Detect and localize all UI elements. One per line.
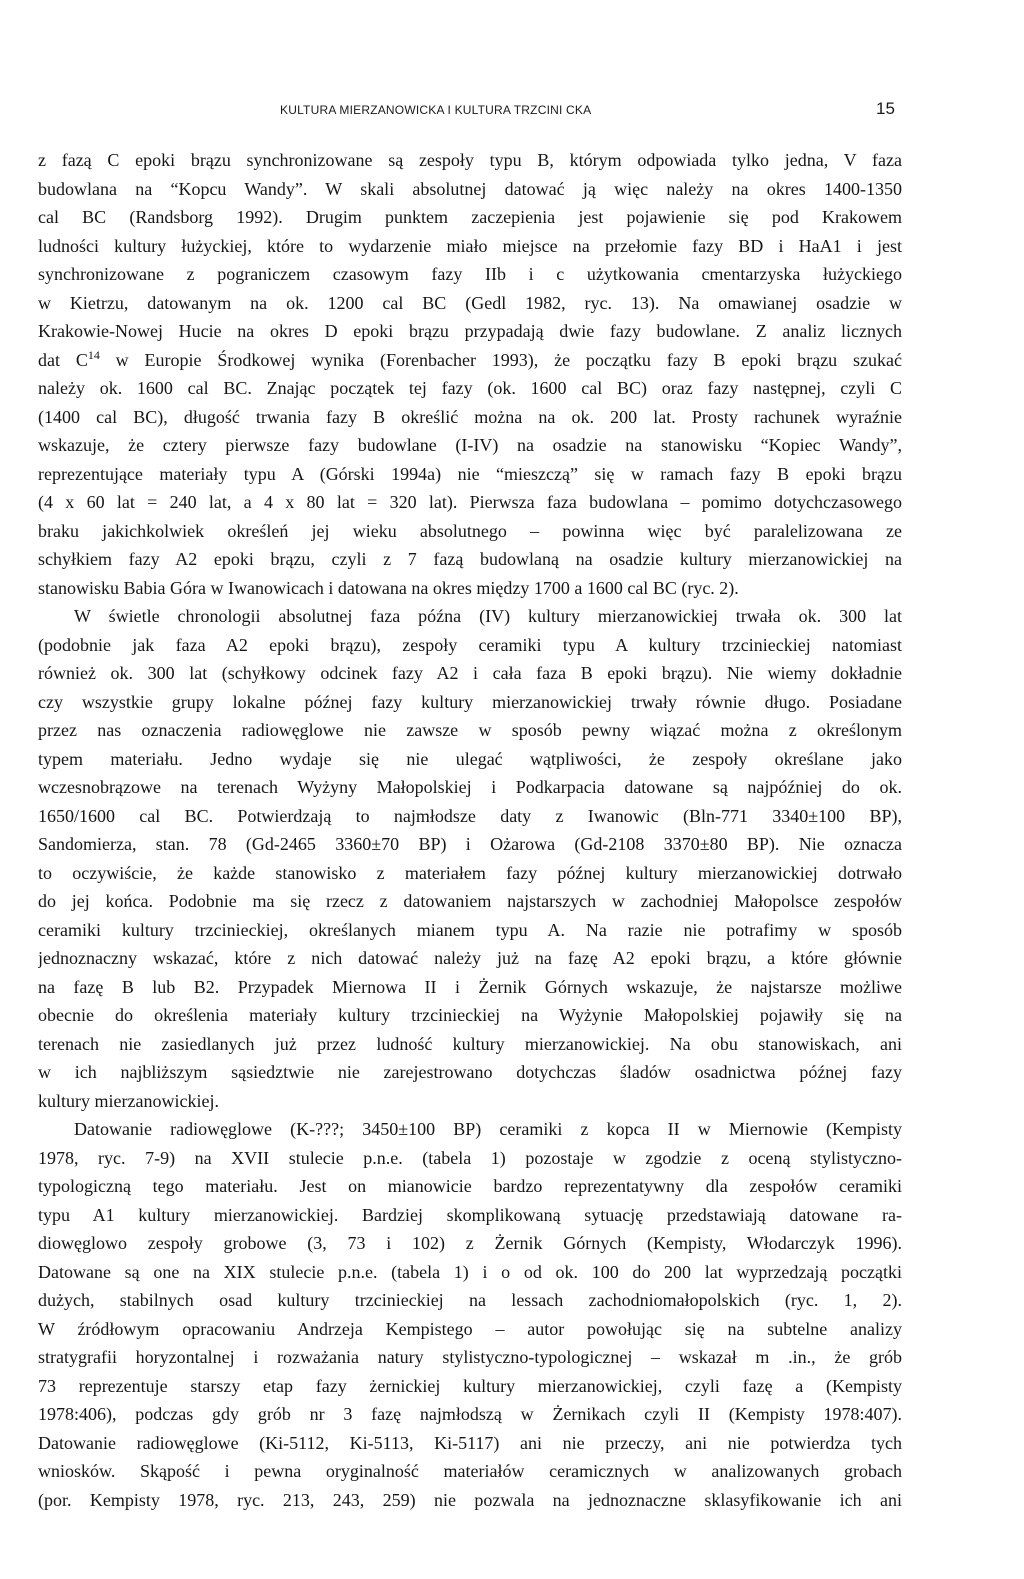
text-line: dużych, stabilnych osad kultury trzcinieckiej na lessach zachodniomałopolskich (ryc. 1, 2). [38,1290,902,1310]
text-line: (podobnie jak faza A2 epoki brązu), zespoły ceramiki typu A kultury trzcinieckiej natomiast [38,634,902,655]
text-line: Datowanie radiowęglowe (Ki-5112, Ki-5113, Ki-5117) ani nie przeczy, ani nie potwierdza tych [38,1432,902,1453]
text-line: 73 reprezentuje starszy etap fazy żernickiej kultury mierzanowickiej, czyli fazę a (Kempisty [38,1375,902,1396]
text-line: typem materiału. Jedno wydaje się nie ulegać wątpliwości, że zespoły określane jako [38,748,902,769]
text-line: w Kietrzu, datowanym na ok. 1200 cal BC (Gedl 1982, ryc. 13). Na omawianej osadzie w [38,292,902,313]
text-line: dat $C^{14}$ w Europie Środkowej wynika (Forenbacher 1993), że początku fazy B epoki brązu szukać [38,347,902,370]
text-line: wskazuje, że cztery pierwsze fazy budowlane (I-IV) na osadzie na stanowisku “Kopiec Wandy”, [38,435,902,455]
text-line: diowęglowo zespoły grobowe (3, 73 i 102) z Żernik Górnych (Kempisty, Włodarczyk 1996). [38,1233,902,1253]
text-line: budowlana na “Kopcu Wandy”. W skali absolutnej datować ją więc należy na okres 1400-1350 [38,178,902,199]
text-line: Datowane są one na XIX stulecie p.n.e. (tabela 1) i o od ok. 100 do 200 lat wyprzedzają początki [38,1261,902,1282]
text-line: typologiczną tego materiału. Jest on mianowicie bardzo reprezentatywny dla zespołów ceramiki [38,1176,902,1196]
text-line: czy wszystkie grupy lokalne późnej fazy kultury mierzanowickiej trwały równie długo. Posiadane [38,691,902,712]
text-line: synchronizowane z pograniczem czasowym fazy IIb i c użytkowania cmentarzyska łużyckiego [38,264,902,284]
text-line: reprezentujące materiały typu A (Górski 1994a) nie “mieszczą” się w ramach fazy B epoki brązu [38,463,902,484]
text-line: W źródłowym opracowaniu Andrzeja Kempistego – autor powołując się na subtelne analizy [38,1318,902,1339]
text-line: Krakowie-Nowej Hucie na okres D epoki brązu przypadają dwie fazy budowlane. Z analiz licznych [38,321,902,341]
text-line: stratygrafii horyzontalnej i rozważania natury stylistyczno-typologicznej – wskazał m .in., że grób [38,1347,902,1367]
text-line: 1978:406), podczas gdy grób nr 3 fazę najmłodszą w Żernikach czyli II (Kempisty 1978:407). [38,1404,902,1424]
text-line: braku jakichkolwiek określeń jej wieku absolutnego – powinna więc być paralelizowana ze [38,520,902,541]
text-line: ceramiki kultury trzcinieckiej, określanych mianem typu A. Na razie nie potrafimy w sposób [38,919,902,940]
text-line: ludności kultury łużyckiej, które to wydarzenie miało miejsce na przełomie fazy BD i HaA1 i jest [38,235,902,256]
text-line: (1400 cal BC), długość trwania fazy B określić można na ok. 200 lat. Prosty rachunek wyraźnie [38,406,902,427]
text-line: jednoznaczny wskazać, które z nich datować należy już na fazę A2 epoki brązu, a które głównie [38,948,902,968]
text-line: w ich najbliższym sąsiedztwie nie zarejestrowano dotychczas śladów osadnictwa późnej fazy [38,1062,902,1082]
text-line: obecnie do określenia materiały kultury trzcinieckiej na Wyżynie Małopolskiej pojawiły się na [38,1005,902,1025]
text-line: cal BC (Randsborg 1992). Drugim punktem zaczepienia jest pojawienie się pod Krakowem [38,207,902,227]
text-line: 1650/1600 cal BC. Potwierdzają to najmłodsze daty z Iwanowic (Bln-771 3340±100 BP), [38,805,902,826]
text-line: to oczywiście, że każde stanowisko z materiałem fazy późnej kultury mierzanowickiej dotrwało [38,862,902,883]
body-text [38,146,902,1514]
text-line: również ok. 300 lat (schyłkowy odcinek fazy A2 i cała faza B epoki brązu). Nie wiemy dokładnie [38,663,902,683]
text-line: (4 x 60 lat = 240 lat, a 4 x 80 lat = 320 lat). Pierwsza faza budowlana – pomimo dotychczasowego [38,492,902,512]
text-line: do jej końca. Podobnie ma się rzecz z datowaniem najstarszych w zachodniej Małopolsce zespołów [38,891,902,911]
text-line: Sandomierza, stan. 78 (Gd-2465 3360±70 BP) i Ożarowa (Gd-2108 3370±80 BP). Nie oznacza [38,834,902,854]
text-line: 1978, ryc. 7-9) na XVII stulecie p.n.e. (tabela 1) pozostaje w zgodzie z oceną stylistyczno- [38,1147,902,1168]
text-line: typu A1 kultury mierzanowickiej. Bardziej skomplikowaną sytuację przedstawiają datowane ra- [38,1204,902,1225]
text-line: W świetle chronologii absolutnej faza późna (IV) kultury mierzanowickiej trwała ok. 300 lat [74,606,902,626]
text-line: Datowanie radiowęglowe (K-???; 3450±100 BP) ceramiki z kopca II w Miernowie (Kempisty [74,1119,902,1139]
text-line: wniosków. Skąpość i pewna oryginalność materiałów ceramicznych w analizowanych grobach [38,1461,902,1481]
text-line: wczesnobrązowe na terenach Wyżyny Małopolskiej i Podkarpacia datowane są najpóźniej do ok. [38,777,902,797]
text-line: terenach nie zasiedlanych już przez ludność kultury mierzanowickiej. Na obu stanowiskach, ani [38,1033,902,1054]
text-line: schyłkiem fazy A2 epoki brązu, czyli z 7 fazą budowlaną na osadzie kultury mierzanowickiej na [38,549,902,569]
text-line: stanowisku Babia Góra w Iwanowicach i datowana na okres między 1700 a 1600 cal BC (ryc. 2). [38,577,739,598]
text-line: z fazą C epoki brązu synchronizowane są zespoły typu B, którym odpowiada tylko jedna, V faza [38,150,902,170]
text-line: należy ok. 1600 cal BC. Znając początek tej fazy (ok. 1600 cal BC) oraz fazy następnej, czyli C [38,378,902,398]
text-line: na fazę B lub B2. Przypadek Miernowa II i Żernik Górnych wskazuje, że najstarsze możliwe [38,976,902,997]
text-line: kultury mierzanowickiej. [38,1090,219,1111]
text-line: przez nas oznaczenia radiowęglowe nie zawsze w sposób pewny wiązać można z określonym [38,720,902,740]
running-header: KULTURA MIERZANOWICKA I KULTURA TRZCINI CKA [280,103,592,117]
page-number: 15 [876,99,895,118]
text-line: (por. Kempisty 1978, ryc. 213, 243, 259) nie pozwala na jednoznaczne sklasyfikowanie ich ani [38,1489,902,1510]
